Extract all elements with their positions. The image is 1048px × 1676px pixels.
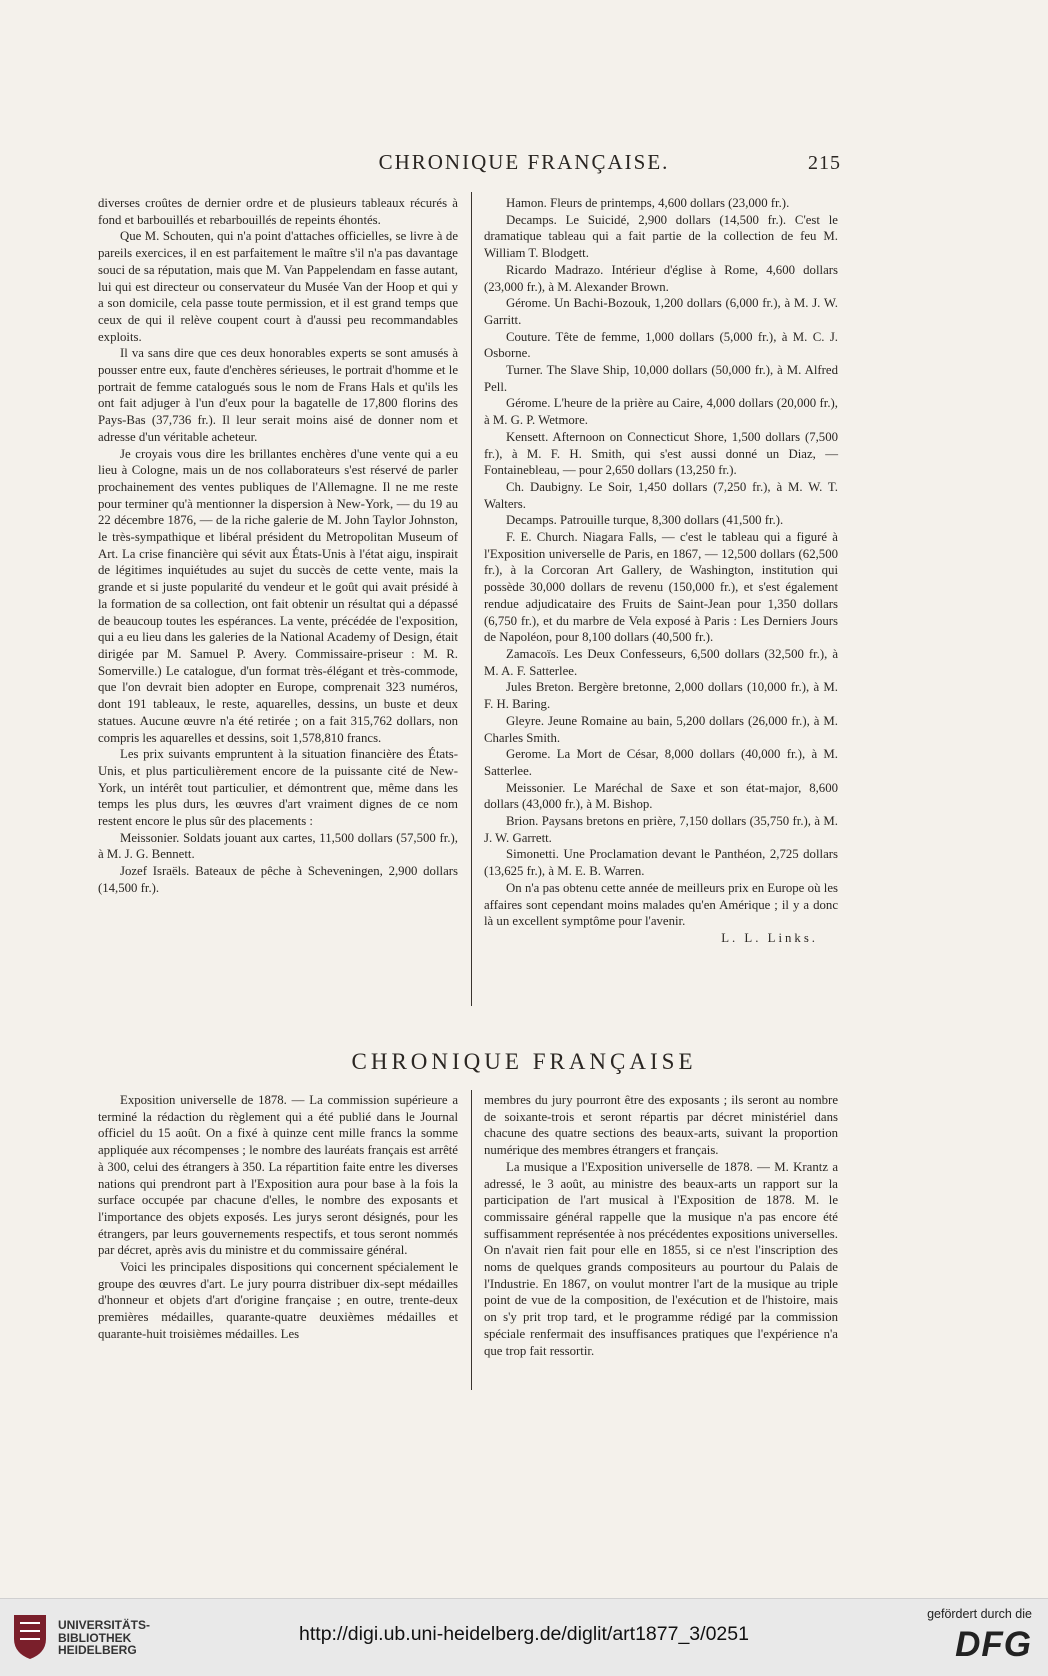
sale-entry: Decamps. Le Suicidé, 2,900 dollars (14,500 fr.). C'est le dramatique tableau qui a fait partie de la collection de feu M. William T. Blodgett. — [484, 212, 838, 261]
sale-entry: Jules Breton. Bergère bretonne, 2,000 dollars (10,000 fr.), à M. F. H. Baring. — [484, 680, 838, 712]
sale-entry: Decamps. Patrouille turque, 8,300 dollars (41,500 fr.). — [506, 513, 784, 528]
paragraph: Que M. Schouten, qui n'a point d'attaches officielles, se livre à de pareils exercices, il en est parfaitement le maître s'il n'a pas davantage souci de sa réputation, mais que M. Van Pappelendam en fasse autant, lui qui est directeur ou conservateur du Musée Van der Hoop et qui y a son domicile, cela passe toute permission, et il est grand temps que ceux de qui il relève coupent court à d'aussi peu recommandables exploits. — [98, 229, 458, 344]
dfg-logo[interactable]: DFG — [955, 1625, 1032, 1664]
sale-entry: Meissonier. Le Maréchal de Saxe et son état-major, 8,600 dollars (43,000 fr.), à M. Bishop. — [484, 780, 838, 812]
paragraph: Je croyais vous dire les brillantes enchères d'une vente qui a eu lieu à Cologne, mais un de nos collaborateurs s'est réservé de parler prochainement des ventes publiques de l'Allemagne. Il ne me reste pour terminer qu'à mentionner la dispersion à New-York, — du 19 au 22 décembre 1876, — de la riche galerie de M. John Taylor Johnston, le très-sympathique et libéral président du Metropolitan Museum of Art. La crise financière qui sévit aux États-Unis à l'état aigu, inspirait de légitimes inquiétudes au sujet du succès de cette vente, mais la grande et si juste popularité du vendeur et le goût qui avait présidé à la formation de sa collection, ont fait obtenir un résultat qui a dépassé de beaucoup toutes les espérances. La vente, précédée de l'exposition, qui a eu lieu dans les galeries de la National Academy of Design, était dirigée par M. Samuel P. Avery. Commissaire-priseur : M. R. Somerville.) Le catalogue, d'un format très-élégant et très-commode, que l'on devrait bien adopter en Europe, comprenait 323 numéros, dont 191 tableaux, le reste, aquarelles, dessins, un buste et deux statues. Aucune œuvre n'a été retirée ; on a fait 315,762 dollars, non compris les aquarelles et dessins, soit 1,578,810 francs. — [98, 446, 458, 745]
sale-entry: F. E. Church. Niagara Falls, — c'est le tableau qui a figuré à l'Exposition universelle de Paris, en 1867, — 12,500 dollars (62,500 fr.), à la Corcoran Art Gallery, de Washington, institution qui possède 30,000 dollars de revenu (150,000 fr.), et s'est également rendue adjudicataire des Fruits de Saint-Jean pour 1,350 dollars (6,750 fr.), et du marbre de Vela exposé à Paris : Les Derniers Jours de Napoléon, pour 8,100 dollars (40,500 fr.). — [484, 530, 838, 645]
library-name-line: BIBLIOTHEK — [58, 1630, 132, 1645]
permalink-url[interactable]: http://digi.ub.uni-heidelberg.de/diglit/art1877_3/0251 — [299, 1623, 749, 1645]
sale-entry: Gerome. La Mort de César, 8,000 dollars (40,000 fr.), à M. Satterlee. — [484, 747, 838, 778]
sale-entry: Ch. Daubigny. Le Soir, 1,450 dollars (7,250 fr.), à M. W. T. Walters. — [484, 479, 838, 511]
sale-entry: Hamon. Fleurs de printemps, 4,600 dollars (23,000 fr.). — [506, 196, 790, 210]
sale-entry: Ricardo Madrazo. Intérieur d'église à Rome, 4,600 dollars (23,000 fr.), à M. Alexander Brown. — [484, 262, 838, 294]
paragraph: membres du jury pourront être des exposants ; ils seront au nombre de soixante-trois et seront répartis par décret ministériel dans chacune des quatre sections des beaux-arts, suivant la proportion numérique des membres étrangers et français. — [484, 1093, 838, 1158]
sale-entry: Gérome. L'heure de la prière au Caire, 4,000 dollars (20,000 fr.), à M. G. P. Wetmore. — [484, 396, 838, 428]
paragraph: Les prix suivants empruntent à la situation financière des États-Unis, et plus particulièrement encore de la puissante cité de New-York, un intérêt tout particulier, et démontrent que, même dans les temps les plus durs, les œuvres d'art vraiment dignes de ce nom restent encore le plus sûr des placements : — [98, 747, 458, 829]
paragraph: La musique a l'Exposition universelle de 1878. — M. Krantz a adressé, le 3 août, au ministre des beaux-arts un rapport sur la participation de l'art musical à l'Exposition de 1878. M. le commissaire général rappelle que la musique n'a pas encore été suffisamment représentée à nos précédentes expositions universelles. On n'avait rien fait pour elle en 1855, si ce n'est l'inscription des noms de quelques grands compositeurs au pourtour du Palais de l'Industrie. En 1867, on voulut montrer l'art de la musique au triple point de vue de la composition, de l'exécution et de l'histoire, mais on s'y prit trop tard, et le programme rédigé par la commission spéciale renfermait des insuffisances pratiques que l'expérience n'a que trop fait ressortir. — [484, 1159, 838, 1358]
paragraph: Exposition universelle de 1878. — La commission supérieure a terminé la rédaction du règlement qui a été publié dans le Journal officiel du 15 août. On a fixé à quinze cent mille francs la somme appliquée aux récompenses ; le nombre des lauréats français est arrêté à 300, celui des étrangers à 350. La répartition faite entre les diverses nations qui prendront part à l'Exposition aura pour base à la fois la surface occupée par chacune d'elles, le nombre des exposants et l'importance des objets exposés. Les jurys seront désignés, pour les étrangers, par leurs gouvernements respectifs, et tous seront nommés par décret, après avis du ministre et du commissaire général. — [98, 1093, 458, 1258]
column-1 — [98, 195, 458, 897]
author-signature: L. L. Links. — [721, 930, 818, 945]
column-divider — [471, 1090, 472, 1390]
library-name-line: HEIDELBERG — [58, 1643, 137, 1657]
paragraph: Voici les principales dispositions qui concernent spécialement le groupe des œuvres d'art. Le jury pourra distribuer dix-sept médailles d'honneur et objets d'art d'origine française ; en outre, trente-deux premières médailles, quarante-quatre deuxièmes médailles et quarante-huit troisièmes médailles. Les — [98, 1260, 458, 1341]
sale-entry: Jozef Israëls. Bateaux de pêche à Scheveningen, 2,900 dollars (14,500 fr.). — [98, 864, 458, 895]
viewer-footer — [0, 1598, 1048, 1676]
sale-entry: Gleyre. Jeune Romaine au bain, 5,200 dollars (26,000 fr.), à M. Charles Smith. — [484, 713, 838, 745]
column-4 — [484, 1092, 838, 1359]
sale-entry: Meissonier. Soldats jouant aux cartes, 11,500 dollars (57,500 fr.), à M. J. G. Bennett. — [98, 830, 458, 862]
paragraph: diverses croûtes de dernier ordre et de plusieurs tableaux récurés à fond et barbouillés et rebarbouillés de repeints éhontés. — [98, 196, 458, 227]
column-divider — [471, 192, 472, 1006]
column-2 — [484, 195, 838, 947]
sale-entry: Simonetti. Une Proclamation devant le Panthéon, 2,725 dollars (13,625 fr.), à M. E. B. Warren. — [484, 847, 838, 879]
running-header: CHRONIQUE FRANÇAISE. — [378, 150, 670, 174]
page-number: 215 — [808, 152, 841, 174]
sale-entry: Zamacoïs. Les Deux Confesseurs, 6,500 dollars (32,500 fr.), à M. A. F. Satterlee. — [484, 646, 838, 678]
sale-entry: Turner. The Slave Ship, 10,000 dollars (50,000 fr.), à M. Alfred Pell. — [484, 363, 838, 394]
library-name-line: UNIVERSITÄTS- — [58, 1618, 151, 1632]
paragraph: On n'a pas obtenu cette année de meilleurs prix en Europe où les affaires sont cependant moins malades qu'en Amérique ; il y a donc là un excellent symptôme pour l'avenir. — [484, 880, 838, 929]
sale-entry: Gérome. Un Bachi-Bozouk, 1,200 dollars (6,000 fr.), à M. J. W. Garritt. — [484, 296, 838, 327]
paragraph: Il va sans dire que ces deux honorables experts se sont amusés à pousser entre eux, faute d'enchères sérieuses, le portrait d'homme et le portrait de femme catalogués sous le nom de Frans Hals et qu'ils les ont fait adjuger à l'un d'eux pour la bagatelle de 17,800 florins des Pays-Bas (37,736 fr.). Il leur serait moins aisé de donner nom et adresse d'un véritable acheteur. — [98, 346, 458, 444]
sale-entry: Kensett. Afternoon on Connecticut Shore, 1,500 dollars (7,500 fr.), à M. F. H. Smith, qui s'est aussi donné un Diaz, — Fontainebleau, — pour 2,650 dollars (13,250 fr.). — [484, 429, 838, 478]
sale-entry: Brion. Paysans bretons en prière, 7,150 dollars (35,750 fr.), à M. J. W. Garrett. — [484, 814, 838, 845]
column-3 — [98, 1092, 458, 1343]
funding-label: gefördert durch die — [927, 1607, 1032, 1621]
sale-entry: Couture. Tête de femme, 1,000 dollars (5,000 fr.), à M. C. J. Osborne. — [484, 329, 838, 361]
section-title: CHRONIQUE FRANÇAISE — [351, 1049, 697, 1074]
